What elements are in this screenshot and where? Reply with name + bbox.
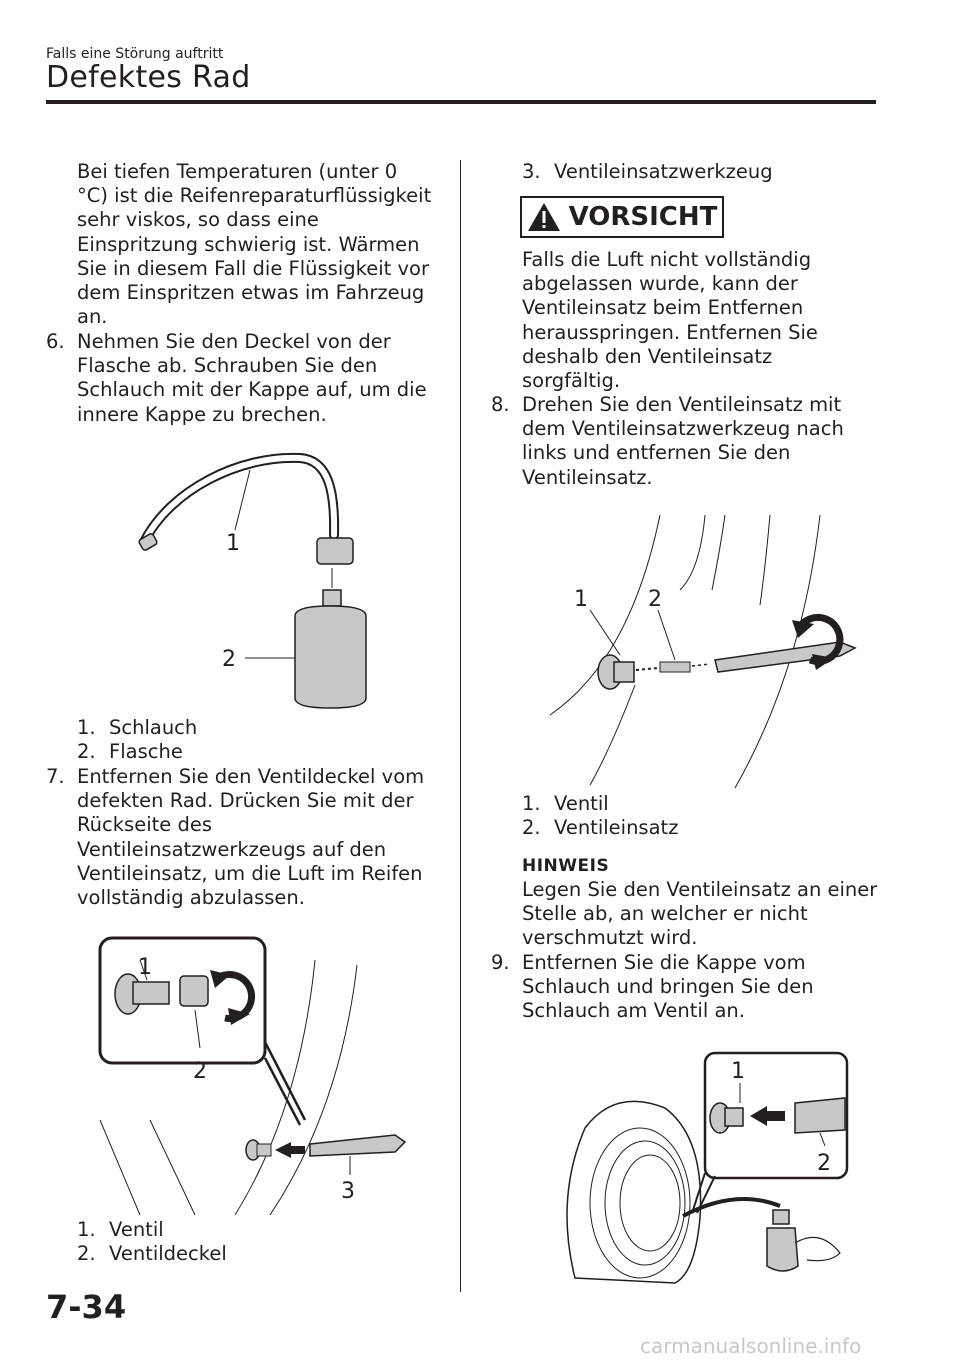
legend-item: 1. Schlauch [77, 716, 198, 739]
step-9-text: Entfernen Sie die Kappe vom Schlauch und bringen Sie den Schlauch am Ventil an. [522, 951, 814, 1023]
column-divider [460, 160, 461, 1292]
note-text: Legen Sie den Ventileinsatz an einer Stelle ab, an welcher er nicht verschmutzt wird. [522, 878, 878, 950]
svg-text:1: 1 [731, 1059, 745, 1084]
warning-icon [527, 202, 561, 232]
page-title: Defektes Rad [46, 60, 251, 95]
step-9-number: 9. [491, 951, 510, 974]
callout-2 [222, 647, 236, 672]
figure-hose-to-valve [555, 1048, 865, 1288]
legend-item: 1. Ventil [522, 792, 609, 815]
page-number: 7-34 [46, 1288, 127, 1326]
section-title: Falls eine Störung auftritt [46, 46, 224, 62]
step-6-text: Nehmen Sie den Deckel von der Flasche ab. Schrauben Sie den Schlauch mit der Kappe auf, um die innere Kappe zu brechen. [77, 330, 427, 426]
intro-paragraph: Bei tiefen Temperaturen (unter 0 °C) ist die Reifenreparaturflüssigkeit sehr viskos, so dass eine Einspritzung schwierig ist. Wärmen Sie in diesem Fall die Flüssigkeit vor dem Einspritzen etwas im Fahrzeug an. [77, 160, 432, 329]
svg-text:1: 1 [226, 531, 240, 556]
step-6-number: 6. [46, 330, 65, 353]
header-rule [46, 100, 876, 104]
callout-1 [138, 955, 152, 980]
legend-item: 2. Flasche [77, 740, 183, 764]
caution-text: Falls die Luft nicht vollständig abgelassen wurde, kann der Ventileinsatz beim Entfernen herausspringen. Entfernen Sie deshalb den Ventileinsatz sorgfältig. [522, 248, 818, 393]
svg-text:1: 1 [574, 587, 588, 612]
svg-text:2: 2 [817, 1151, 831, 1176]
figure-2-legend-continued: 3. Ventileinsatzwerkzeug [522, 160, 773, 183]
svg-text:3: 3 [341, 1179, 355, 1204]
callout-1 [731, 1059, 745, 1084]
step-7-number: 7. [46, 765, 65, 788]
callout-3 [341, 1179, 355, 1204]
figure-1-legend [77, 716, 197, 764]
svg-text:2: 2 [193, 1059, 207, 1084]
callout-2 [193, 1059, 207, 1084]
figure-valve-insert [540, 510, 870, 790]
step-7-text: Entfernen Sie den Ventildeckel vom defekten Rad. Drücken Sie mit der Rückseite des Ventileinsatzwerkzeugs auf den Ventileinsatz, um die Luft im Reifen vollständig abzulassen. [77, 765, 425, 910]
watermark: carmanualsonline.info [640, 1334, 862, 1358]
legend-item: 2. Ventildeckel [77, 1242, 227, 1266]
legend-item: 1. Ventil [77, 1218, 164, 1241]
svg-text:1: 1 [138, 955, 152, 980]
svg-text:2: 2 [648, 587, 662, 612]
svg-text:2: 2 [222, 647, 236, 672]
legend-item: 2. Ventileinsatz [522, 816, 679, 840]
callout-1 [226, 531, 240, 556]
figure-valve-cap [95, 930, 425, 1220]
callout-1 [574, 587, 588, 612]
callout-2 [817, 1151, 831, 1176]
figure-hose-bottle [130, 450, 380, 710]
step-8-text: Drehen Sie den Ventileinsatz mit dem Ventileinsatzwerkzeug nach links und entfernen Sie den Ventileinsatz. [522, 393, 844, 489]
figure-2-legend [77, 1218, 227, 1266]
figure-3-legend [522, 792, 678, 840]
caution-label: VORSICHT [568, 202, 718, 232]
step-8-number: 8. [491, 393, 510, 416]
caution-box [520, 196, 724, 238]
note-heading: HINWEIS [522, 856, 610, 876]
callout-2 [648, 587, 662, 612]
